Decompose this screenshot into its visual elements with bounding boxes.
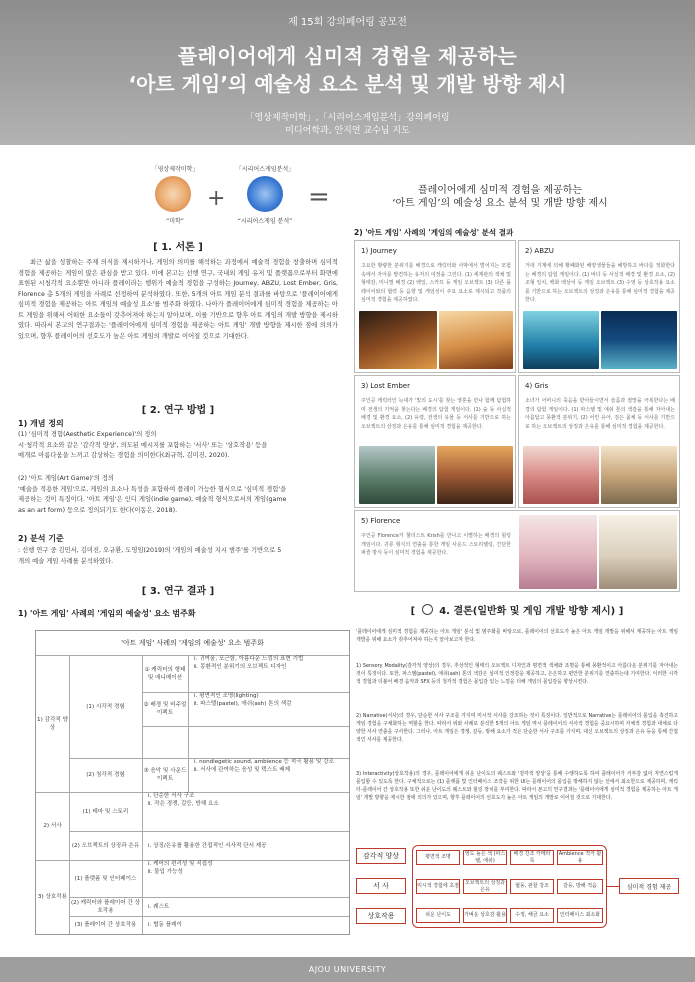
case-florence-desc: 주인공 Florence가 첼리스트 Krish를 만나고 이별하는 배경의 힐링 게임이다. 귀류 형식의 연출을 통한 게임 사운드 스토리텔링, 간단한 퍼즐 방식 등이 심미적 경험을 제공한다. [361, 533, 511, 556]
row-narrative-1-detail: ⅰ. 단순한 서사 구조 ⅱ. 작은 경쟁, 갈등, 방해 요소 [148, 793, 219, 807]
cases-heading: 2) '아트 게임' 사례의 '게임의 예술성' 분석 결과 [354, 228, 514, 237]
intro-heading: [ 1. 서론 ] [153, 242, 203, 253]
lost-ember-image-2 [437, 446, 513, 504]
diagram-s4: Ambience 적극 활용 [558, 850, 602, 864]
florence-image-1 [519, 515, 597, 589]
case-lost-ember-name: 3) Lost Ember [361, 382, 410, 390]
aesthetics-icon [155, 176, 191, 212]
row-interaction-3-detail: ⅰ. 협동 플레이 [148, 922, 182, 928]
row-interaction-2: (2) 캐릭터와 플레이어 간 상호작용 [70, 899, 141, 914]
table-title: '아트 게임' 사례의 '게임의 예술성' 요소 범주화 [121, 639, 264, 647]
row-visual: (1) 시각적 경험 [86, 703, 125, 710]
florence-image-2 [599, 515, 677, 589]
book2-title: 「시리어스게임분석」 [235, 166, 295, 173]
diagram-s2: 영도 높은 색 (파스텔, 애쉬) [464, 850, 506, 864]
case-florence-name: 5) Florence [361, 517, 401, 525]
gris-image-1 [523, 446, 599, 504]
book2-caption: “시리어스게임 분석” [237, 218, 293, 225]
diagram-result: 심미적 경험 제공 [619, 878, 679, 894]
case-abzu-desc: 거대 기계에 의해 황폐화된 해양생물들을 해방하고 바다를 정화한다는 배경의 탐험 게임이다. (1) 바다 등 사실적 배경 및 환경 요소, (2) 조형 일치, 백화 백상어 등 게임 오브젝트 (3) 수영 등 상호작용 요소를 기반으로 하는 오브젝트의 상징과 은유를 통해 심미적 경험을 제공한다. [525, 263, 675, 302]
diagram-arrow [607, 886, 619, 887]
row-audio-1: ③ 음악 및 사운드 이펙트 [143, 768, 187, 782]
diagram-sense: 감각적 양상 [356, 848, 406, 864]
diagram-n1: 미시적 경험에 초점 [416, 879, 460, 894]
method-heading: [ 2. 연구 방법 ] [141, 405, 215, 416]
case-gris-name: 4) Gris [525, 382, 549, 390]
case-gris-desc: 소녀가 어머니의 죽음을 받아들이면서 슬픔과 절망을 극복한다는 배경의 탐험 게임이다. (1) 파스텔 및 애쉬 톤의 색감을 통해 자아내는 아름답고 몽환적 분위기, (2) 어린 유아, 검은 몸체 등 서사를 기반으로 하는 오브젝트의 상징과 은유를 통해 심미적 경험을 제공한다. [525, 398, 675, 430]
equation-row [0, 162, 695, 232]
journey-image-2 [439, 311, 513, 369]
row-visual-1: ① 캐릭터의 형태 및 애니메이션 [144, 666, 186, 681]
diagram-n3: 협동, 관찰 강조 [510, 879, 554, 894]
diagram-i4: 인터페이스 최소화 [557, 908, 603, 923]
method-sub-2: 2) 분석 기준 [18, 534, 64, 543]
row-visual-2: ② 배경 및 비주얼 이펙트 [143, 702, 187, 716]
case-florence [354, 510, 680, 592]
row-interaction-1: (1) 플랫폼 및 인터페이스 [74, 875, 137, 882]
conclusion-interactivity: 3) Interactivity(상호작용)의 경우, 플레이어에게 쉬운 난이도의 퀘스트와 '감각적 양상'을 통해 수행하도록 하여 플레이어가 거부감 없이 자연스럽게 몰입할 수 있도록 한다. 구체적으로는 (1) 플랫폼 및 인터페이스 조작을 위한 UI는 플레이어의 몰입을 방해하지 않는 선에서 최소한으로 제공하며, 캐릭터-플레이어 간 상호작용 또한 쉬운 난이도의 퀘스트와 힐링 장치를 부여한다. 따라서 본고의 연구결과는 '플레이어에게 심미적 경험을 제공하는 아트 게임' 개발 방향을 제시한 점에 의의가 있으며, 향후 플레이어의 선호도가 높은 아트 게임의 개발로 이어질 것으로 기대한다. [356, 771, 678, 802]
gris-image-2 [601, 446, 677, 504]
contest-label: 제 15회 강의페어링 공모전 [288, 17, 407, 28]
row-narrative: 2) 서사 [43, 823, 62, 829]
header-banner [0, 0, 695, 145]
row-interaction-1-detail: ⅰ. 케어의 편리성 및 직접성 ⅱ. 물입 가능성 [148, 861, 213, 875]
conclusion-heading-row: [ 4. 결론(일반화 및 게임 개발 방향 제시) ] [410, 606, 624, 617]
diagram-s3: 배경 강조 카메라 룩 [510, 850, 554, 865]
journey-image-1 [359, 311, 437, 369]
diagram-interaction: 상호작용 [356, 908, 406, 924]
conclusion-heading: 4. 결론(일반화 및 게임 개발 방향 제시) [439, 606, 616, 617]
equals-sign: = [308, 182, 330, 212]
row-narrative-1: (1) 테마 및 스토리 [82, 808, 129, 815]
case-lost-ember-desc: 주인공 캐릭터인 늑대가 '빛의 도시'를 찾는 영혼을 만나 함께 탐험하며 전생의 기억을 찾는다는 배경의 탐험 게임이다. (1) 숲 등 사실적 배경 및 환경 요소, (2) 유령, 전생의 유물 등 서사를 기반으로 하는 오브젝트의 상징과 은유를 통해 심미적 경험을 제공한다. [361, 398, 511, 430]
diagram-n4: 갈등, 방해 적음 [557, 879, 603, 894]
row-visual-2-detail: ⅰ. 평면적인 조명(lighting) ⅱ. 파스텔(pastel), 애쉬(ash) 톤의 색감 [194, 693, 292, 707]
magnifier-icon [247, 176, 283, 212]
title-line-1: 플레이어에게 심미적 경험을 제공하는 [177, 44, 518, 68]
method-definition-2: (2) '아트 게임(Art Game)'의 정의 '예술을 적용한 게임'으로, 게임의 요소나 특성을 포함하여 플레이 가능한 형식으로 '심미적 경험'을 제공하는 것이 특징이다. '아트 게임'은 인디 게임(indie game), 예술적 형식으로서의 게임(game as an art form) 등으로 정의되기도 한다(이동은, 2018). [18, 475, 287, 514]
method-sub-1: 1) 개념 정의 [18, 419, 64, 428]
lightbulb-icon [422, 604, 433, 615]
results-heading: [ 3. 연구 결과 ] [141, 586, 215, 597]
row-narrative-2: (2) 오브젝트의 상징과 은유 [71, 842, 140, 849]
diagram-i1: 쉬운 난이도 [416, 908, 460, 923]
abzu-image-2 [601, 311, 677, 369]
conclusion-narrative: 2) Narrative(서사)의 경우, 단순한 서사 구조를 가지며 미시적 서사를 강조하는 것이 특징이다. 일반적으로 Narrative는 플레이어의 몰입을 촉진하고 게임 경험을 구체화하는 역할을 한다. 따라서 위와 사례로 분석한 5개의 아트 게임 역시 플레이어의 서사적 경험을 중요시하며 자체적 경험과 대체로 다양한 서사 연출을 구사한다. 그러나, 아트 게임은 경쟁, 갈등, 방해 요소가 적은 단순한 서사 구조를 가지며, 대신 오브젝트의 상징과 은유 등을 통해 간접적인 서사를 제공한다. [356, 713, 678, 744]
row-interaction-3: (3) 플레이어 간 상호작용 [74, 922, 137, 928]
method-criteria: : 선행 연구 중 김민서, 김미진, 오규환, 도영임(2019)의 '게임의 예술성 지시 범주'를 기반으로 5 개의 예술 게임 사례를 분석하였다. [18, 547, 282, 565]
diagram-i2: 가벼운 상호감 활용 [463, 908, 507, 923]
case-lost-ember [354, 375, 516, 508]
row-audio: (2) 청각적 경험 [86, 772, 125, 778]
method-definition-1: (1) '심미적 경험(Aesthetic Experience)'의 정의 시·청각적 요소와 같은 '감각적 양상', 의도된 메시지를 포함하는 '서사' 또는 '상호작용' 등을 매개로 아름다움을 느끼고 감상하는 경험을 의미한다(최규혁, 김미진, 2020). [18, 431, 268, 459]
conclusion-sensory: 1) Sensory Modality(감각적 양상)의 경우, 추상적인 형태의 오브젝트 디자인과 평면적 색채와 조명을 통해 몽환적이고 아름다운 분위기를 자아내는 것이 특징이다. 또한, 파스텔(pastel), 애쉬(ash) 톤의 색감은 심미적 인정감을 제공하고, 은은하고 편안한 분위기를 연출하는데 기여한다. 이러한 시각적 경험과 더불어 배경 음악과 SFX 등의 청각적 경험은 몰입감 있는 느낌을 더해 게임의 몰입감을 향상시킨다. [356, 663, 678, 686]
row-sense: 1) 감각적 양상 [37, 716, 68, 731]
category-table [35, 630, 350, 935]
results-sub-1: 1) '아트 게임' 사례의 '게임의 예술성' 요소 범주화 [18, 609, 196, 618]
case-journey [354, 240, 516, 373]
equation-result: 플레이어에게 심미적 경험을 제공하는 ‘아트 게임’의 예술성 요소 분석 및 개발 방향 제시 [392, 185, 608, 209]
authors-line-2: 미디어학과, 안지연 교수님 지도 [285, 126, 410, 136]
diagram-narrative: 서 사 [356, 878, 406, 894]
row-interaction: 3) 상호작용 [37, 894, 68, 900]
row-narrative-2-detail: ⅰ. 상징/은유를 활용한 간접적인 서사적 단서 제공 [148, 842, 267, 849]
footer: AJOU UNIVERSITY [0, 957, 695, 982]
plus-sign: + [207, 186, 226, 211]
title-line-2: ‘아트 게임’의 예술성 요소 분석 및 개발 방향 제시 [128, 72, 567, 96]
diagram-n2: 오브젝트의 상징과 은유 [464, 879, 506, 893]
book1-caption: “미학” [166, 218, 184, 225]
abzu-image-1 [523, 311, 599, 369]
row-interaction-2-detail: ⅰ. 퀘스트 [148, 903, 170, 910]
diagram-i3: 수정, 해금 요소 [510, 908, 554, 923]
diagram-s1: 평면적 조명 [416, 850, 460, 865]
row-visual-1-detail: ⅰ. 귀여움, 포근함, 아름다운 느낌의 표현 기법 ⅱ. 몽환적인 분위기의 오브젝트 디자인 [194, 656, 304, 670]
case-gris [518, 375, 680, 508]
case-abzu [518, 240, 680, 373]
conclusion-intro: '플레이어에게 심미적 경험을 제공하는 아트 게임' 분석 및 범주화를 바탕으로, 플레이어의 선호도가 높은 아트 게임 개발을 위해서 제공하는 아트 게임 개발을 위해 요소가 갖추어져야 하는지 알아보고자 한다. [356, 629, 678, 644]
row-audio-1-detail: ⅰ. nondiegetic sound, ambience 등 적극 활용 및 강조 ⅱ. 서사에 관여하는 음성 및 텍스트 배제 [194, 759, 334, 773]
book1-title: 「영상제작미학」 [151, 166, 199, 173]
lost-ember-image-1 [359, 446, 435, 504]
case-journey-desc: 고요한 황량한 분위기를 배경으로 캐릭터와 사막에서 벌어지는 모험 속에서 자아를 발견하는 유저의 여정을 그린다. (1) 세계관의 색채 및 형태감, 미니멀 배경 (2) 백일, 스카프 등 게임 오브젝트 (3) 다른 플레이어와의 협력 등 음향 및 게임성이 주요 요소로 제시되고 작품의 심미적 경험을 제공하였다. [361, 263, 511, 302]
authors-line-1: 「영상제작미학」,「시리어스게임분석」강의페어링 [245, 113, 450, 123]
case-journey-name: 1) Journey [361, 247, 397, 255]
intro-body: 최근 삶을 성찰하는 주제 의식을 제시하거나, 게임의 의미를 해석하는 과정에서 예술적 경험을 창출하며 심미적 경험을 제공하는 게임이 많은 관심을 받고 있다. 이에 본고는 선행 연구, 국내외 게임 유저 및 플랫폼으로부터 화면에 표현된 시청각적 요소뿐만 아니라 플레이라는 행위가 예술적 경험을 구성하는 Journey, ABZU, Lost Ember, Gris, Florence 총 5개의 게임을 사례로 선정하여 분석하였다. 또한, 5개의 아트 게임 분석 결과를 바탕으로 '플레이어에게 심미적 경험을 제공하는 아트 게임의 예술성 요소'를 범주화 하였다. 나아가 플레이어에게 심미적 경험을 제공하는 아트 게임을 위해서 어떠한 요소들이 갖추어져야 하는지 알아보며, 이를 기반으로 향후 아트 게임의 개발 방향을 제시하였다. 따라서 본고의 연구결과는 '플레이어에게 심미적 경험을 제공하는 아트 게임' 개발 방향을 제시한 점에 의의가 있으며, 향후 플레이어의 선호도가 높은 아트 게임의 개발로 이어질 것으로 기대한다. [18, 259, 338, 340]
case-abzu-name: 2) ABZU [525, 247, 554, 255]
